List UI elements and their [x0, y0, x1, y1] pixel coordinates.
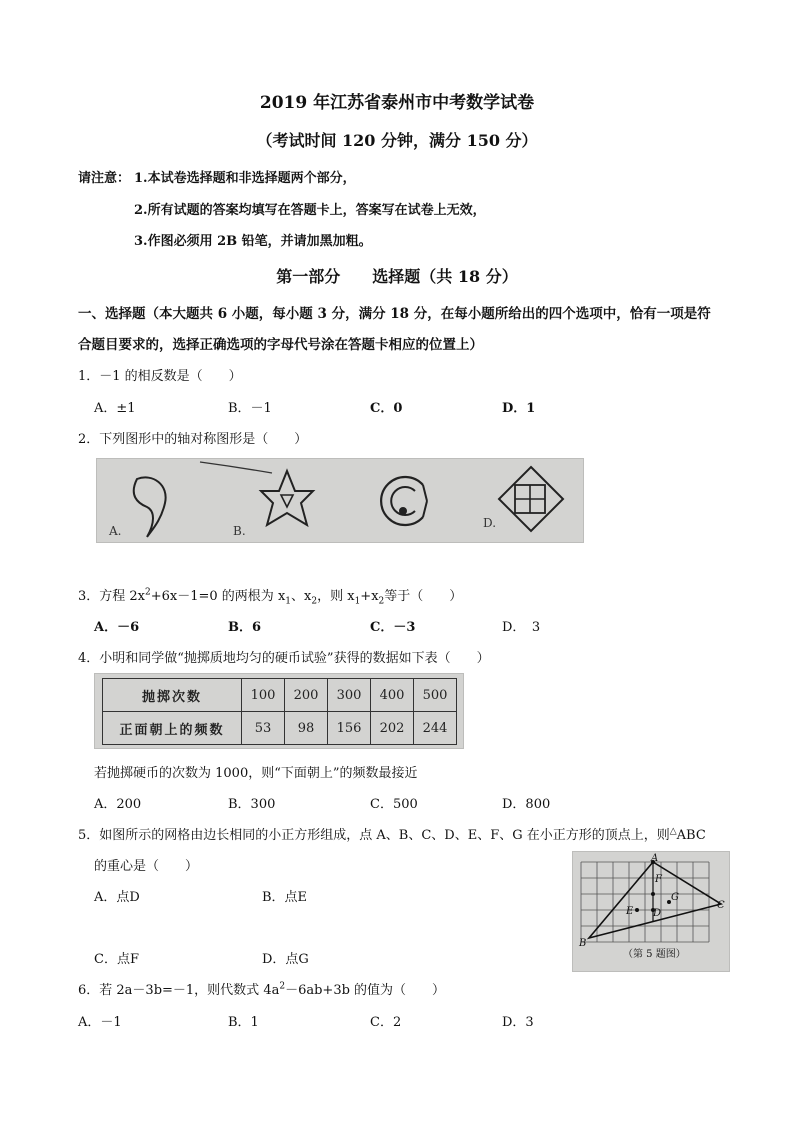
q3-stem-part: +x: [360, 589, 379, 604]
table-header-heads: 正面朝上的频数: [103, 712, 242, 745]
q3-stem-part: 等于（ ）: [384, 589, 463, 604]
figure-c-ring-shape: [381, 477, 427, 525]
q1-option-c: C．0: [370, 401, 403, 416]
q5-option-b: B．点E: [262, 890, 308, 905]
table-cell: 53: [242, 712, 285, 745]
q3-option-b: B．6: [228, 620, 262, 635]
point-label-d: D: [653, 908, 662, 919]
q5-stem-line2: 的重心是（ ）: [94, 859, 199, 874]
q4-followup: 若抛掷硬币的次数为 1000，则“下面朝上”的频数最接近: [94, 766, 418, 781]
point-label-c: C: [717, 900, 725, 911]
q3-stem-part: ，则 x: [317, 589, 355, 604]
q5-stem-line1: [78, 824, 706, 843]
table-cell: 244: [414, 712, 457, 745]
figure-caption: （第 5 题图）: [623, 949, 686, 960]
q6-option-a: A．－1: [78, 1015, 122, 1030]
note-item-3: 3.作图必须用 2B 铅笔，并请加黑加粗。: [134, 234, 372, 249]
q2-stem: 2．下列图形中的轴对称图形是（ ）: [78, 432, 308, 447]
part1-instruction-line1: 一、选择题（本大题共 6 小题，每小题 3 分，满分 18 分，在每小题所给出的四个选项中，恰有一项是符: [78, 306, 711, 322]
q4-stem: 4．小明和同学做“抛掷质地均匀的硬币试验”获得的数据如下表（ ）: [78, 651, 490, 666]
q3-stem-part: 、x: [291, 589, 312, 604]
q4-option-b: B．300: [228, 797, 276, 812]
q4-option-a: A．200: [94, 797, 142, 812]
table-cell: 98: [285, 712, 328, 745]
q5-option-d: D．点G: [262, 952, 309, 967]
table-header-tosses: 抛掷次数: [103, 679, 242, 712]
table-cell: 156: [328, 712, 371, 745]
page-title: 2019 年江苏省泰州市中考数学试卷: [259, 93, 535, 113]
q1-option-d: D．1: [502, 401, 536, 416]
figure-a-comma-shape: [134, 477, 166, 537]
figure-d-square-shape: [499, 467, 563, 531]
figure-b-star-shape: [261, 471, 313, 525]
q6-stem-part: －6ab+3b 的值为（ ）: [285, 983, 446, 998]
q5-option-c: C．点F: [94, 952, 139, 967]
point-label-b: B: [579, 938, 587, 949]
notes-label: 请注意：: [78, 171, 131, 186]
point-label-g: G: [671, 892, 679, 903]
figure-label-d: D.: [483, 516, 497, 530]
q3-option-c: C．－3: [370, 620, 416, 635]
point-label-f: F: [655, 874, 662, 885]
table-cell: 500: [414, 679, 457, 712]
q2-figure-photo: [96, 458, 584, 543]
table-row: [103, 712, 457, 745]
table-cell: 202: [371, 712, 414, 745]
point-label-a: A: [651, 853, 659, 864]
q5-stem-text: 5．如图所示的网格由边长相同的小正方形组成，点 A、B、C、D、E、F、G 在小正方形的顶点上，则: [78, 828, 670, 843]
q3-exponent: 2: [145, 587, 151, 598]
q6-stem-part: 6．若 2a－3b=－1，则代数式 4a: [78, 983, 280, 998]
q5-triangle-name: ABC: [676, 828, 706, 843]
q3-stem-part: +6x－1=0 的两根为 x: [150, 589, 286, 604]
q4-option-c: C．500: [370, 797, 418, 812]
q3-subscript: 1: [354, 596, 361, 607]
q6-option-c: C．2: [370, 1015, 402, 1030]
note-item-2: 2.所有试题的答案均填写在答题卡上，答案写在试卷上无效，: [134, 203, 486, 218]
q1-option-b: B．－1: [228, 401, 272, 416]
q3-subscript: 1: [285, 596, 292, 607]
table-row: [103, 679, 457, 712]
q3-option-a: A．－6: [94, 620, 140, 635]
table-cell: 100: [242, 679, 285, 712]
figure-label-a: A.: [109, 524, 122, 538]
q3-stem: [78, 585, 462, 607]
q3-stem-part: 3．方程 2x: [78, 589, 146, 604]
q6-option-d: D．3: [502, 1015, 534, 1030]
q6-exponent: 2: [279, 981, 286, 992]
q4-frequency-table: [102, 678, 457, 745]
q6-option-b: B．1: [228, 1015, 259, 1030]
page-subtitle: （考试时间 120 分钟，满分 150 分）: [256, 131, 538, 150]
q3-subscript: 2: [378, 596, 385, 607]
q6-stem: [78, 979, 445, 998]
table-cell: 200: [285, 679, 328, 712]
part1-instruction-line2: 合题目要求的，选择正确选项的字母代号涂在答题卡相应的位置上）: [78, 337, 483, 353]
q3-option-d: D． 3: [502, 620, 541, 635]
table-cell: 400: [371, 679, 414, 712]
q5-option-a: A．点D: [94, 890, 140, 905]
triangle-symbol: △: [669, 826, 677, 837]
figure-label-b: B.: [233, 524, 246, 538]
point-label-e: E: [626, 906, 634, 917]
part1-title: 第一部分 选择题（共 18 分）: [276, 267, 518, 286]
q4-option-d: D．800: [502, 797, 551, 812]
table-cell: 300: [328, 679, 371, 712]
q1-option-a: A．±1: [94, 401, 136, 416]
q1-stem: 1．－1 的相反数是（ ）: [78, 369, 242, 384]
note-item-1: 1.本试卷选择题和非选择题两个部分，: [134, 171, 356, 186]
q5-grid-figure: [572, 851, 730, 972]
q3-subscript: 2: [311, 596, 318, 607]
